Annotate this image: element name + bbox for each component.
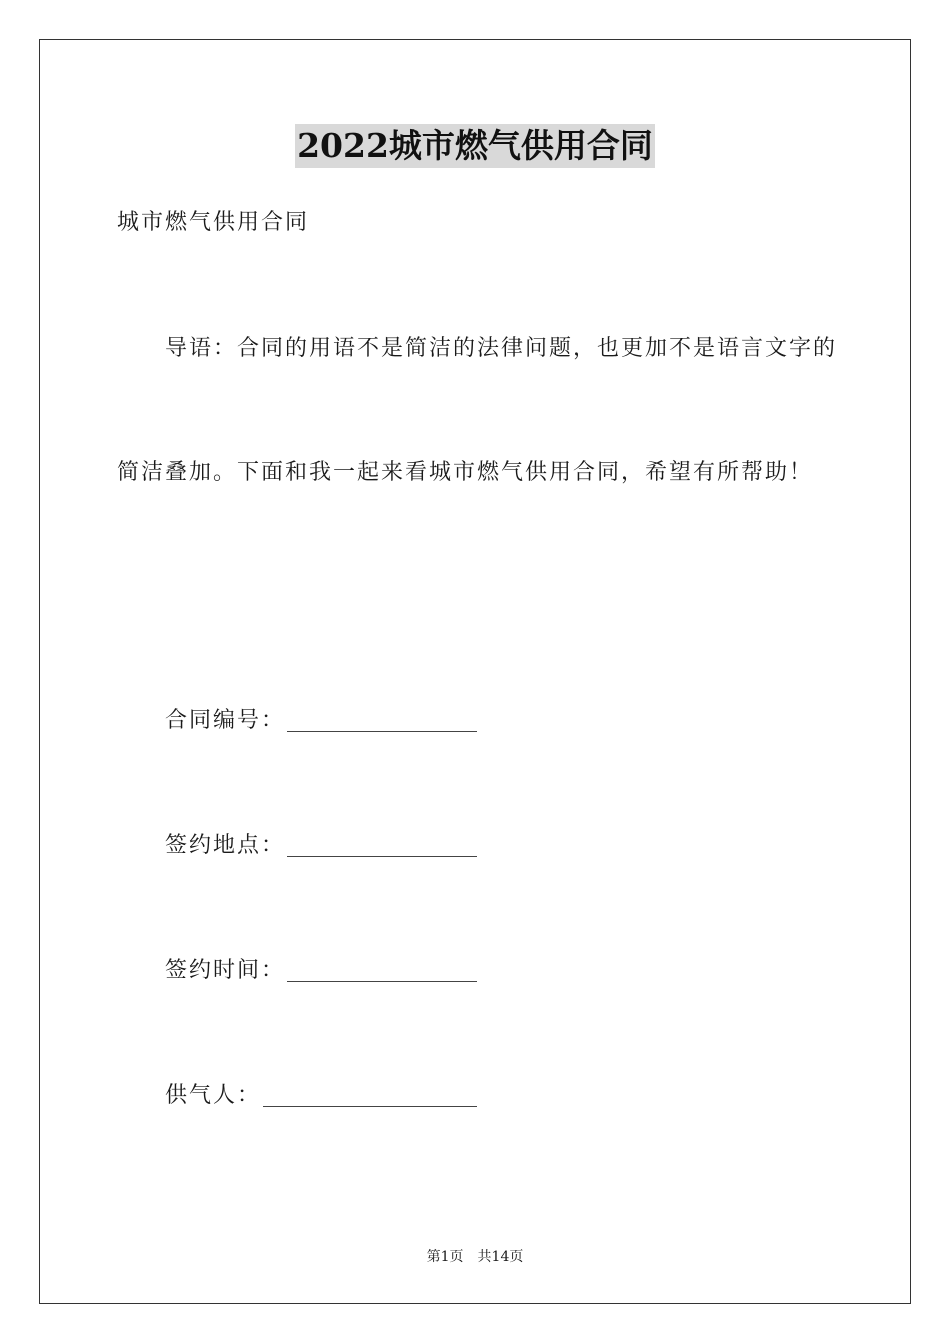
gas-supplier-blank (263, 1106, 477, 1107)
signing-location-label: 签约地点： (165, 833, 286, 858)
document-subtitle: 城市燃气供用合同 (117, 210, 310, 235)
contract-number-label: 合同编号： (165, 708, 286, 733)
gas-supplier-label: 供气人： (165, 1083, 262, 1108)
page-number-total: 共14页 (477, 1249, 524, 1265)
signing-time-blank (287, 981, 477, 982)
intro-paragraph-line-1: 导语：合同的用语不是简洁的法律问题，也更加不是语言文字的 (165, 336, 838, 361)
signing-time-field (165, 956, 477, 986)
page-number-current: 第1页 (426, 1249, 464, 1265)
document-title: 2022城市燃气供用合同 (295, 124, 655, 168)
signing-location-blank (287, 856, 477, 857)
contract-number-field (165, 706, 477, 736)
page-footer (0, 1248, 950, 1266)
intro-paragraph-line-2: 简洁叠加。下面和我一起来看城市燃气供用合同，希望有所帮助！ (117, 460, 814, 485)
gas-supplier-field (165, 1081, 477, 1111)
signing-time-label: 签约时间： (165, 958, 286, 983)
title-container (0, 124, 950, 168)
signing-location-field (165, 831, 477, 861)
contract-number-blank (287, 731, 477, 732)
